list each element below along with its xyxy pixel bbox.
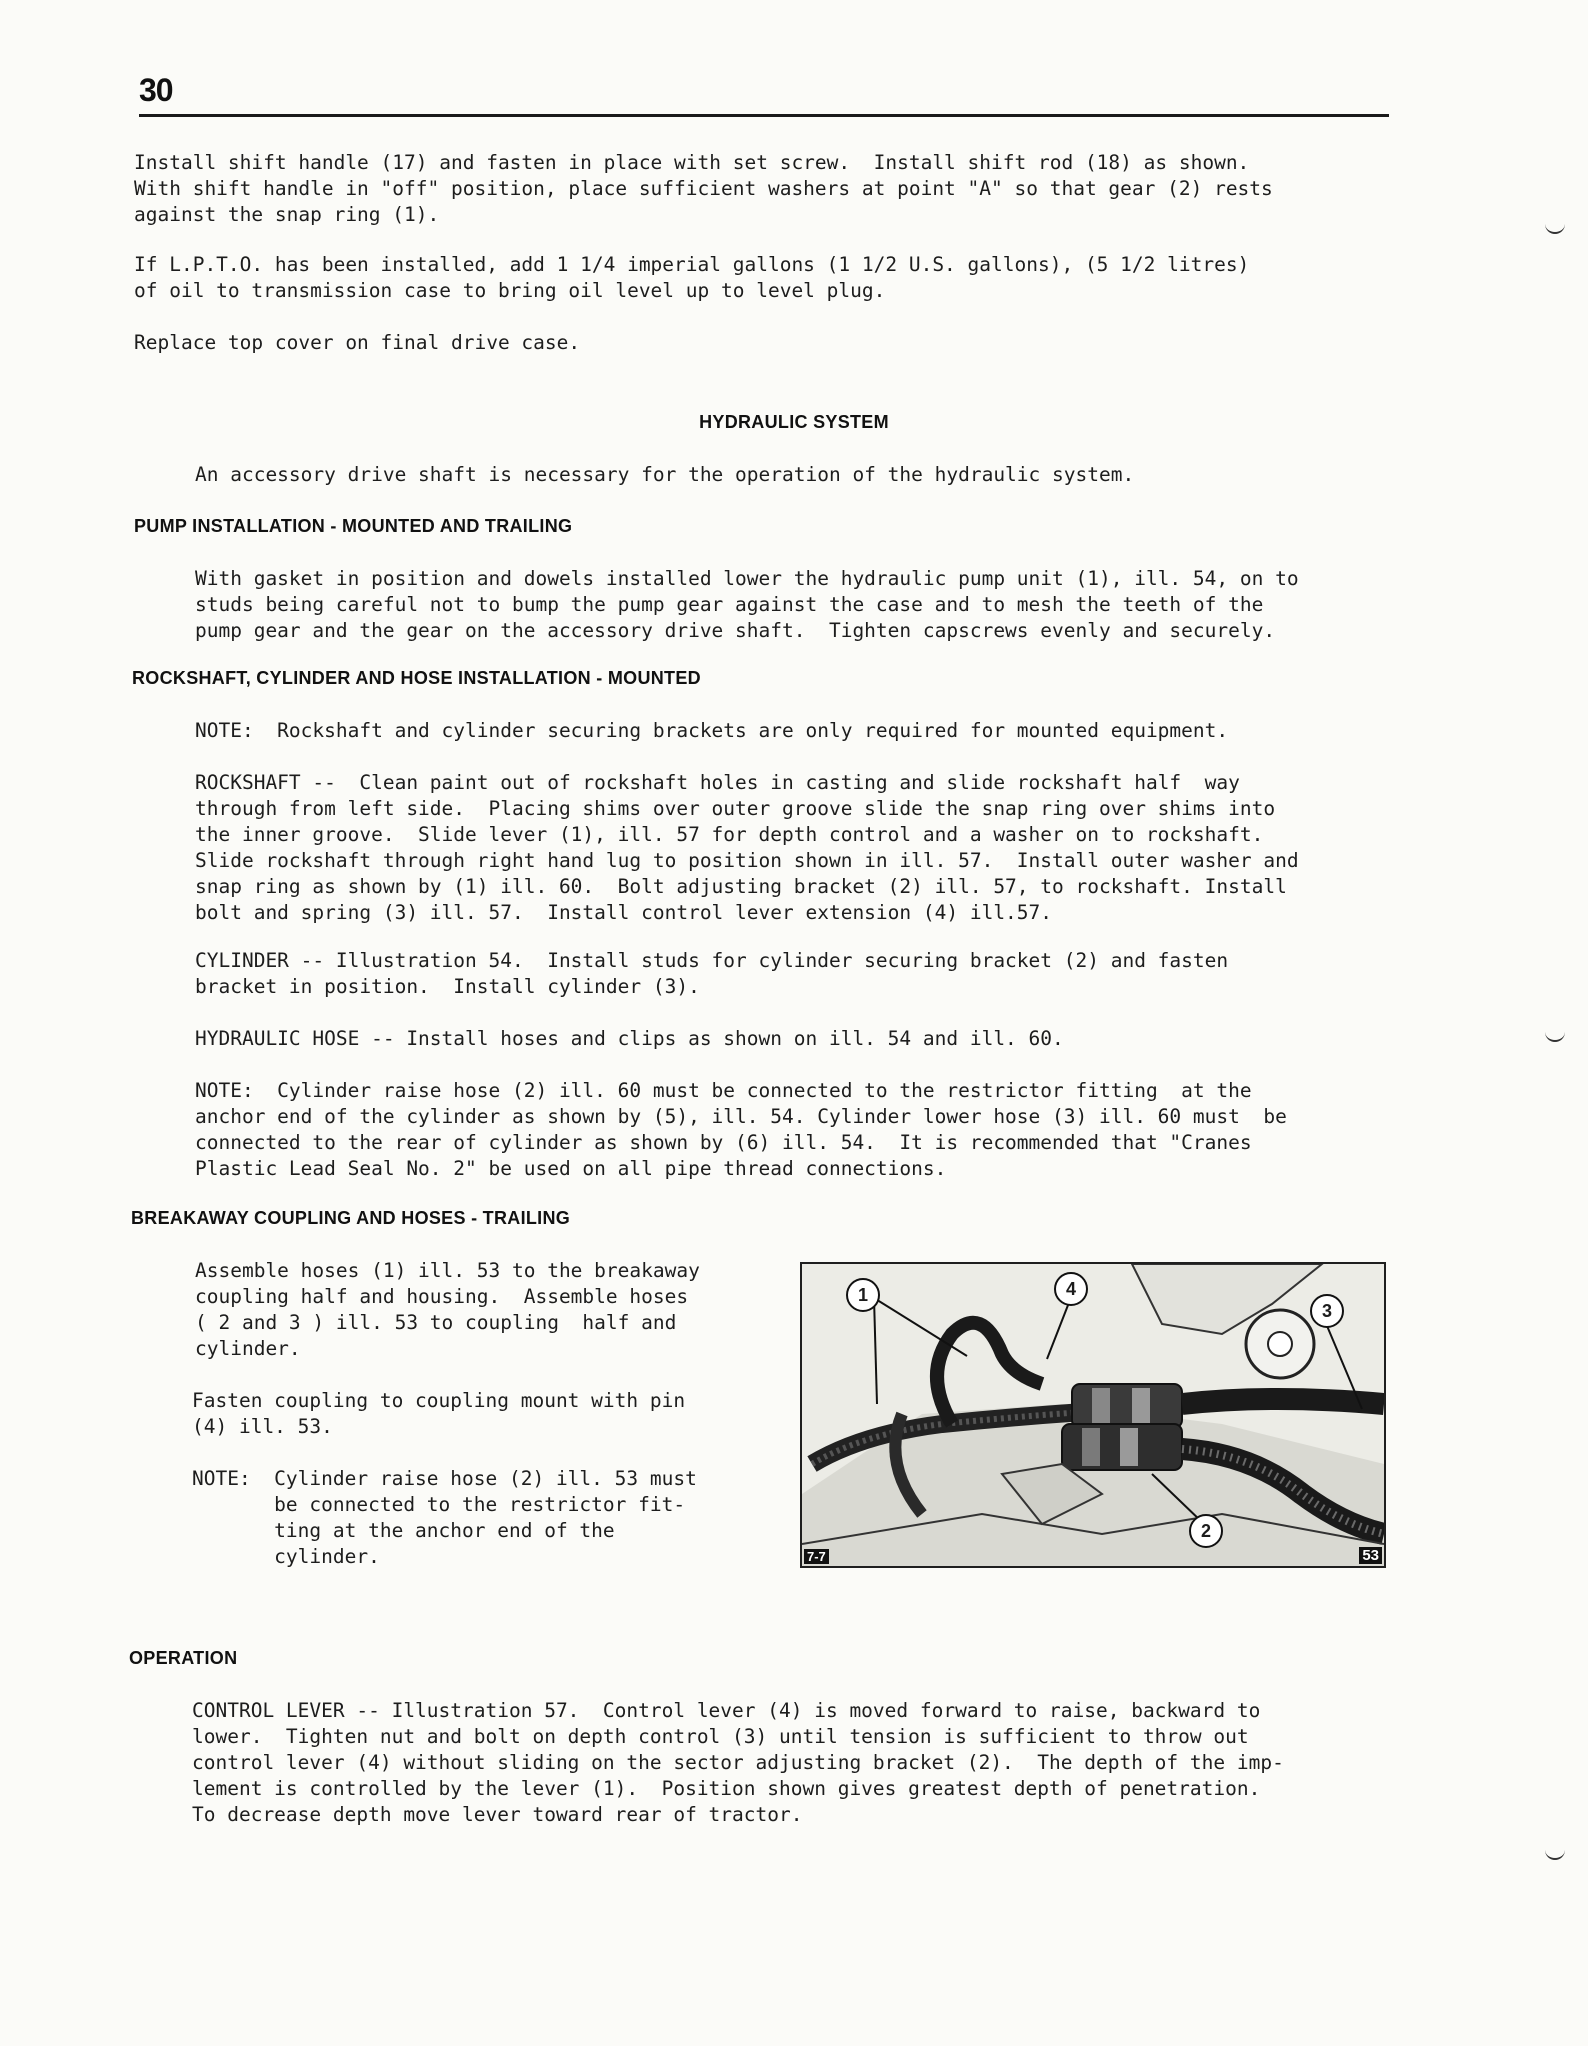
hydraulic-coupling-photo xyxy=(802,1264,1384,1566)
binding-hole-mark-middle xyxy=(1545,1030,1565,1042)
para-pump-installation: With gasket in position and dowels installed lower the hydraulic pump unit (1), ill. 54, on to studs being careful not to bump the pump gear against the case and to mesh the teeth of the pump gear and the gear on the accessory drive shaft. Tighten capscrews evenly and securely. xyxy=(195,567,1299,642)
para-assemble-hoses: Assemble hoses (1) ill. 53 to the breakaway coupling half and housing. Assemble hoses ( 2 and 3 ) ill. 53 to coupling half and cylinder. xyxy=(195,1259,700,1360)
heading-pump-installation: PUMP INSTALLATION - MOUNTED AND TRAILING xyxy=(134,516,573,536)
callout-4: 4 xyxy=(1054,1272,1088,1306)
para-top-cover: Replace top cover on final drive case. xyxy=(134,331,581,354)
heading-rockshaft: ROCKSHAFT, CYLINDER AND HOSE INSTALLATION - MOUNTED xyxy=(132,668,701,688)
page-number: 30 xyxy=(139,72,173,108)
figure-code: 7-7 xyxy=(804,1549,829,1564)
para-shift-handle: Install shift handle (17) and fasten in place with set screw. Install shift rod (18) as shown. With shift handle in "off" position, place sufficient washers at point "A" so that gear (2) rests against the snap ring (1). xyxy=(134,151,1273,226)
para-fasten-coupling: Fasten coupling to coupling mount with pin (4) ill. 53. xyxy=(192,1389,686,1438)
binding-hole-mark-bottom xyxy=(1545,1848,1565,1860)
heading-breakaway: BREAKAWAY COUPLING AND HOSES - TRAILING xyxy=(131,1208,571,1228)
callout-2: 2 xyxy=(1189,1514,1223,1548)
header-rule xyxy=(139,114,1389,117)
note-cylinder-hose: NOTE: Cylinder raise hose (2) ill. 60 must be connected to the restrictor fitting at the anchor end of the cylinder as shown by (5), ill. 54. Cylinder lower hose (3) ill. 60 must be connected to the rear of cylinder as shown by (6) ill. 54. It is recommended that "Cranes Plastic Lead Seal No. 2" be used on all pipe thread connections. xyxy=(195,1079,1287,1180)
para-rockshaft: ROCKSHAFT -- Clean paint out of rockshaft holes in casting and slide rockshaft half way through from left side. Placing shims over outer groove slide the snap ring over shims into the inner groove. Slide lever (1), ill. 57 for depth control and a washer on to rockshaft. Slide rockshaft through right hand lug to position shown in ill. 57. Install outer washer and snap ring as shown by (1) ill. 60. Bolt adjusting bracket (2) ill. 57, to rockshaft. Install bolt and spring (3) ill. 57. Install control lever extension (4) ill.57. xyxy=(195,771,1299,924)
figure-number: 53 xyxy=(1359,1547,1382,1564)
heading-operation: OPERATION xyxy=(129,1648,238,1668)
callout-1: 1 xyxy=(846,1278,880,1312)
binding-hole-mark-top xyxy=(1545,222,1565,234)
note-raise-hose: NOTE: Cylinder raise hose (2) ill. 53 must be connected to the restrictor fit- ting at the anchor end of the cylinder. xyxy=(192,1467,697,1568)
para-control-lever: CONTROL LEVER -- Illustration 57. Control lever (4) is moved forward to raise, backward to lower. Tighten nut and bolt on depth control (3) until tension is sufficient to throw out control lever (4) without sliding on the sector adjusting bracket (2). The depth of the imp- lement is controlled by the lever (1). Position shown gives greatest depth of penetration. To decrease depth move lever toward rear of tractor. xyxy=(192,1699,1284,1826)
para-lpto-oil: If L.P.T.O. has been installed, add 1 1/4 imperial gallons (1 1/2 U.S. gallons), (5 1/2 litres) of oil to transmission case to bring oil level up to level plug. xyxy=(134,253,1250,302)
section-title-hydraulic: HYDRAULIC SYSTEM xyxy=(699,412,889,432)
para-hydraulic-hose: HYDRAULIC HOSE -- Install hoses and clips as shown on ill. 54 and ill. 60. xyxy=(195,1027,1064,1050)
para-accessory-shaft: An accessory drive shaft is necessary for the operation of the hydraulic system. xyxy=(195,463,1135,486)
para-cylinder: CYLINDER -- Illustration 54. Install studs for cylinder securing bracket (2) and fasten bracket in position. Install cylinder (3). xyxy=(195,949,1229,998)
illustration-53 xyxy=(800,1262,1386,1568)
note-brackets: NOTE: Rockshaft and cylinder securing brackets are only required for mounted equipment. xyxy=(195,719,1229,742)
callout-3: 3 xyxy=(1310,1294,1344,1328)
